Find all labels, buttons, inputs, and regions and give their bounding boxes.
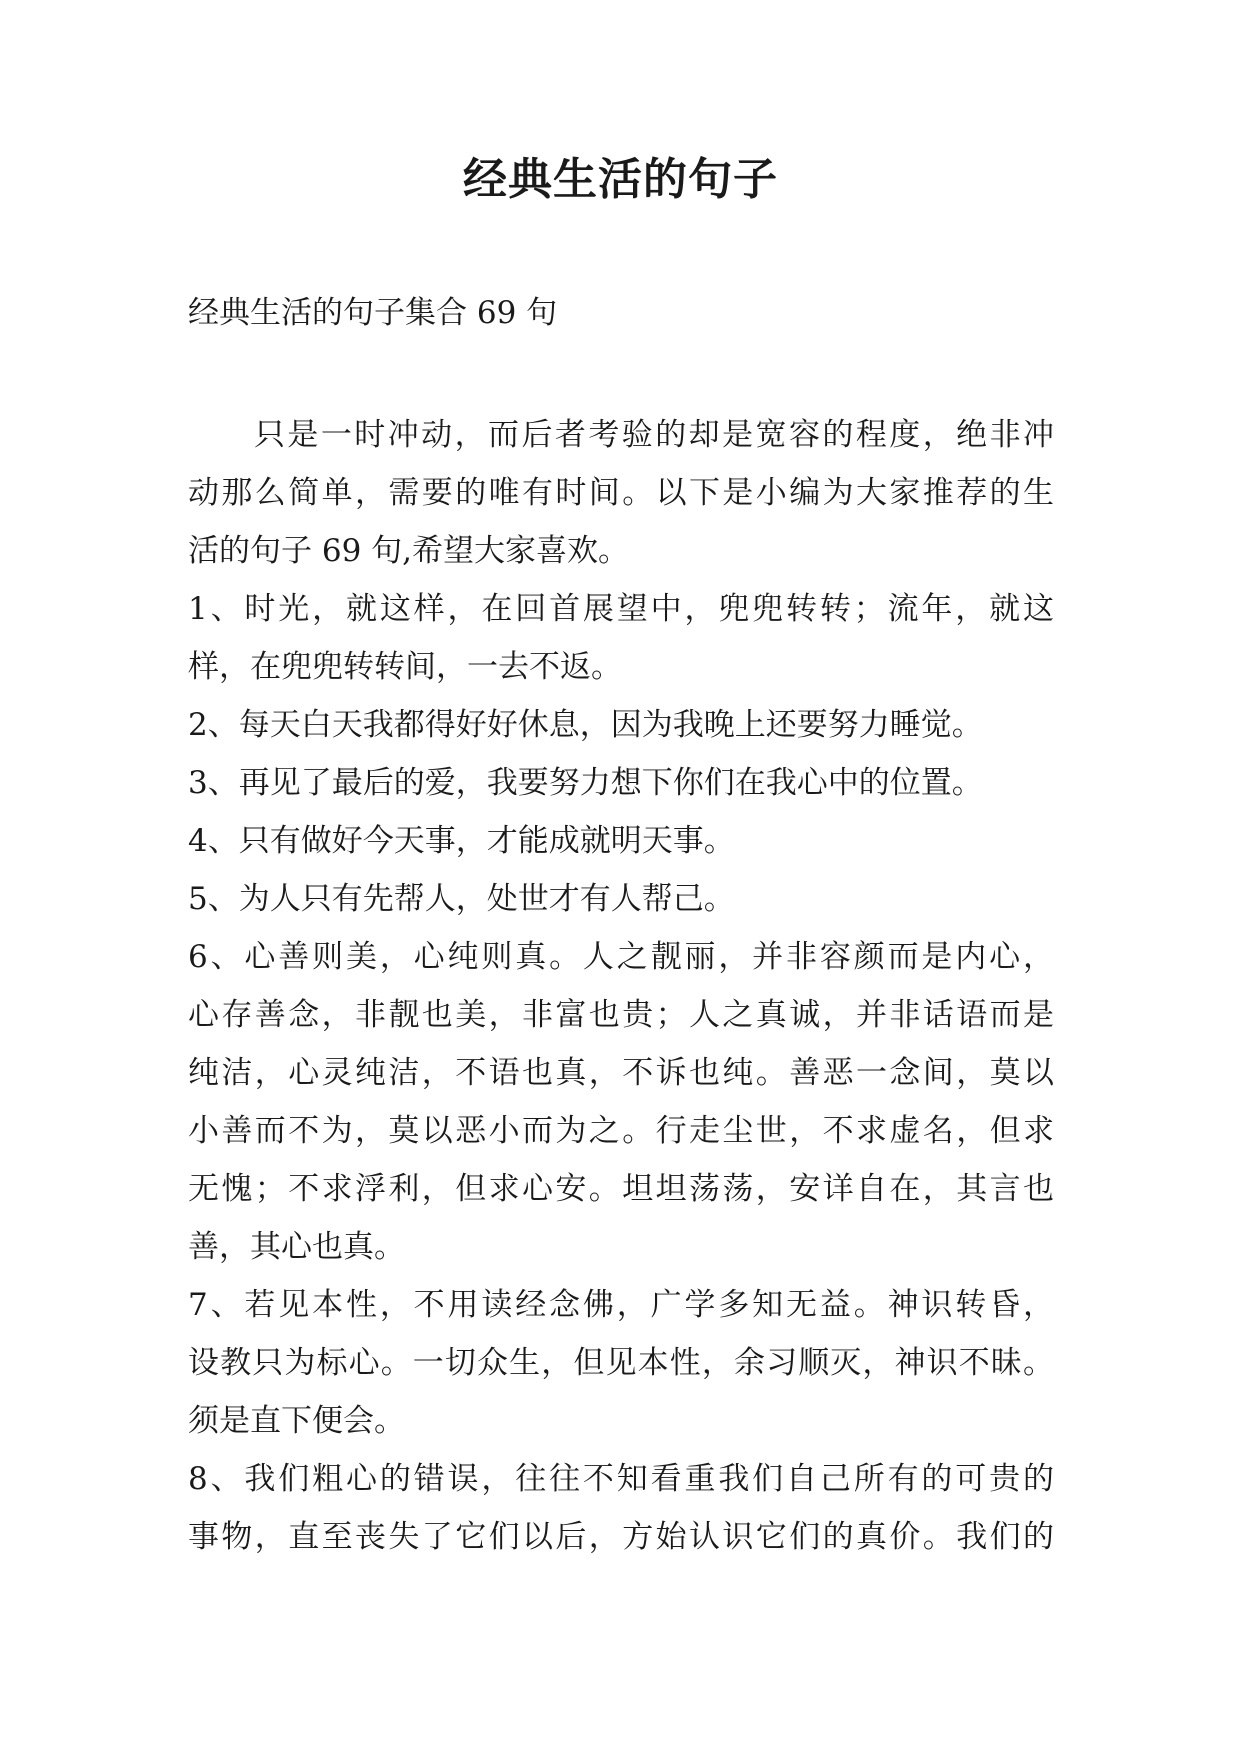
body-line: 须是直下便会。 — [188, 1403, 405, 1439]
body-line: 纯洁，心灵纯洁，不语也真，不诉也纯。善恶一念间，莫以 — [188, 1055, 1054, 1091]
body-line: 心存善念，非靓也美，非富也贵；人之真诚，并非话语而是 — [188, 997, 1054, 1033]
body-line: 设教只为标心。一切众生，但见本性，余习顺灭，神识不昧。 — [188, 1345, 1054, 1381]
body-line: 2、每天白天我都得好好休息，因为我晚上还要努力睡觉。 — [188, 707, 983, 743]
body-line: 7、若见本性，不用读经念佛，广学多知无益。神识转昏， — [188, 1287, 1054, 1323]
body-line: 1、时光，就这样，在回首展望中，兜兜转转；流年，就这 — [188, 591, 1054, 627]
body-line: 只是一时冲动，而后者考验的却是宽容的程度，绝非冲 — [254, 417, 1054, 453]
body-line: 小善而不为，莫以恶小而为之。行走尘世，不求虚名，但求 — [188, 1113, 1054, 1149]
body-line: 事物，直至丧失了它们以后，方始认识它们的真价。我们的 — [188, 1519, 1054, 1555]
body-line: 8、我们粗心的错误，往往不知看重我们自己所有的可贵的 — [188, 1461, 1054, 1497]
document-subtitle: 经典生活的句子集合 69 句 — [188, 295, 558, 331]
document-title: 经典生活的句子 — [463, 154, 778, 205]
body-line: 样，在兜兜转转间，一去不返。 — [188, 649, 622, 685]
body-line: 活的句子 69 句,希望大家喜欢。 — [188, 533, 630, 569]
body-line: 善，其心也真。 — [188, 1229, 405, 1265]
body-line: 6、心善则美，心纯则真。人之靓丽，并非容颜而是内心， — [188, 939, 1054, 975]
body-line: 无愧；不求浮利，但求心安。坦坦荡荡，安详自在，其言也 — [188, 1171, 1054, 1207]
body-line: 3、再见了最后的爱，我要努力想下你们在我心中的位置。 — [188, 765, 983, 801]
document-body — [188, 406, 1054, 1566]
body-line: 5、为人只有先帮人，处世才有人帮己。 — [188, 881, 735, 917]
body-line: 4、只有做好今天事，才能成就明天事。 — [188, 823, 735, 859]
body-line: 动那么简单，需要的唯有时间。以下是小编为大家推荐的生 — [188, 475, 1054, 511]
